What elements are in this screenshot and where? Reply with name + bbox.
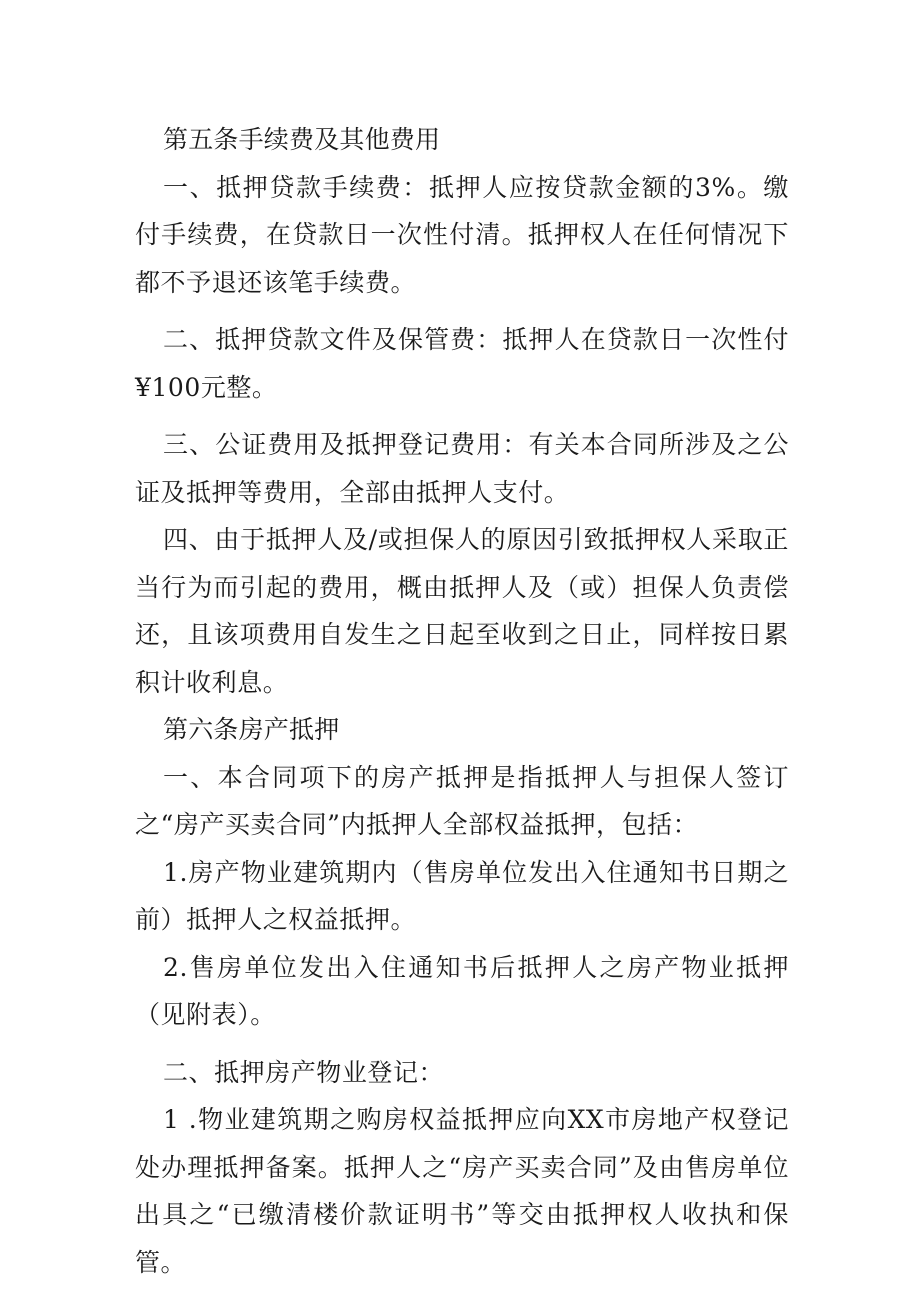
article-6-clause-2: 二、抵押房产物业登记： <box>163 1057 445 1087</box>
article-5-clause-2: 二、抵押贷款文件及保管费：抵押人在贷款日一次性付¥100元整。 <box>135 325 789 402</box>
article-6-heading: 第六条房产抵押 <box>163 715 340 744</box>
article-5-clause-3: 三、公证费用及抵押登记费用：有关本合同所涉及之公证及抵押等费用，全部由抵押人支付。 <box>135 430 789 507</box>
article-5-heading: 第五条手续费及其他费用 <box>163 125 441 154</box>
article-5-clause-1: 一、抵押贷款手续费：抵押人应按贷款金额的3%。缴付手续费，在贷款日一次性付清。抵押权人在任何情况下都不予退还该笔手续费。 <box>135 172 789 297</box>
article-6-clause-1: 一、本合同项下的房产抵押是指抵押人与担保人签订之“房产买卖合同”内抵押人全部权益抵押，包括： <box>135 762 789 839</box>
article-6-clause-1-item-1: 1.房产物业建筑期内（售房单位发出入住通知书日期之前）抵押人之权益抵押。 <box>135 857 789 934</box>
article-5-clause-4: 四、由于抵押人及/或担保人的原因引致抵押权人采取正当行为而引起的费用，概由抵押人及（或）担保人负责偿还，且该项费用自发生之日起至收到之日止，同样按日累积计收利息。 <box>135 525 789 697</box>
document-body <box>135 116 789 1286</box>
article-6-clause-1-item-2: 2.售房单位发出入住通知书后抵押人之房产物业抵押（见附表）。 <box>135 952 789 1029</box>
article-6-clause-2-item-1: 1 .物业建筑期之购房权益抵押应向XX市房地产权登记处办理抵押备案。抵押人之“房产买卖合同”及由售房单位出具之“已缴清楼价款证明书”等交由抵押权人收执和保管。 <box>135 1105 789 1277</box>
